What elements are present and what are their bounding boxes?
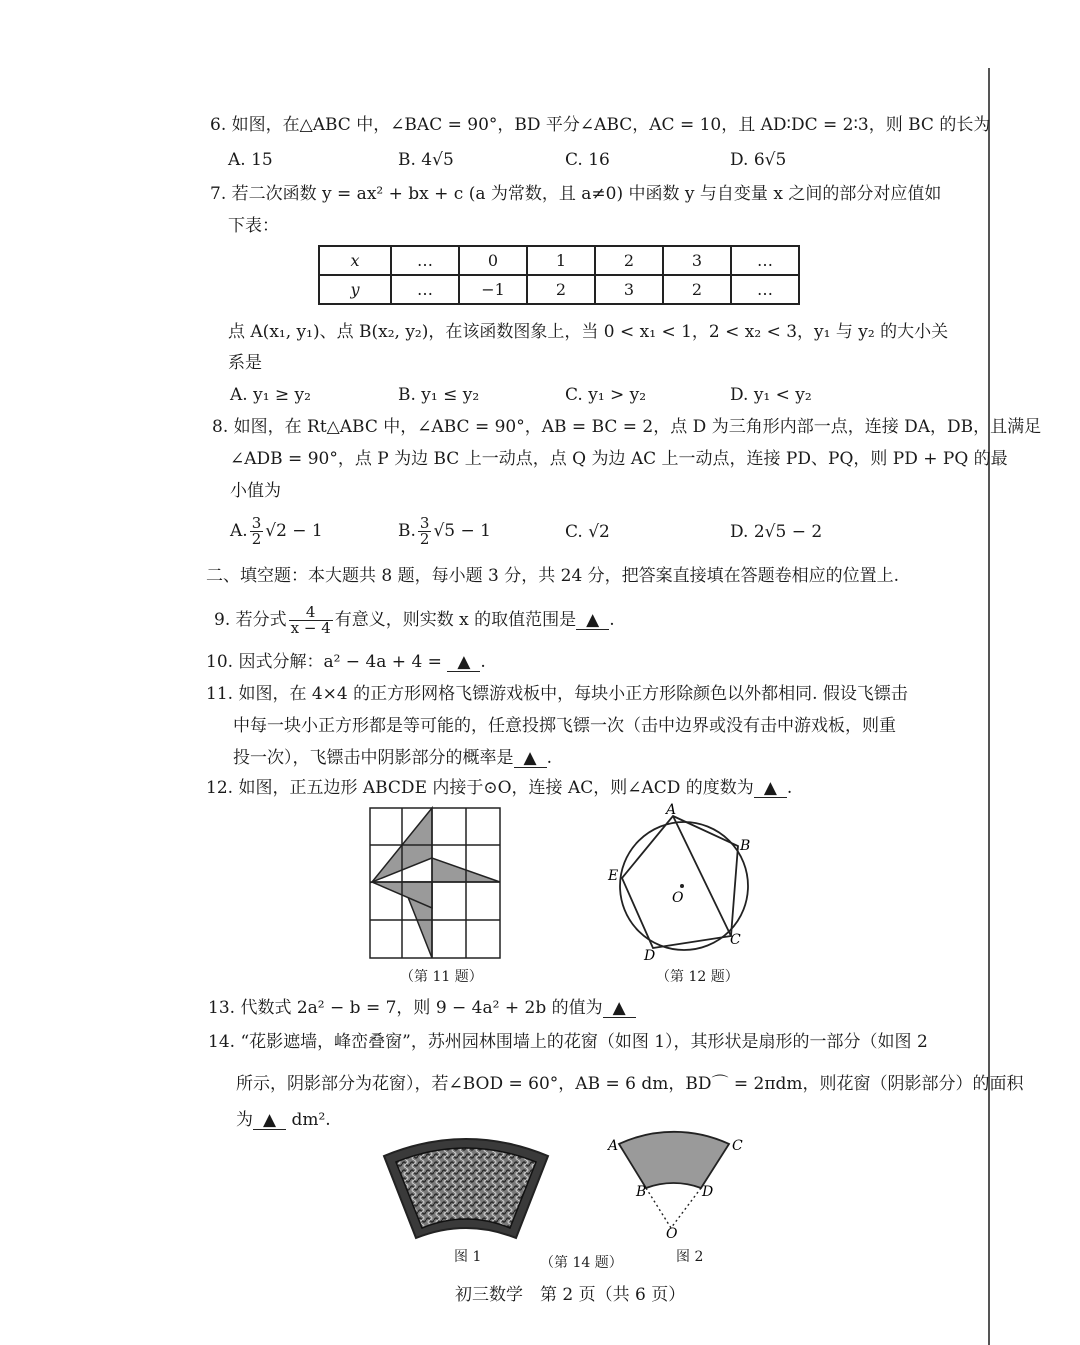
fraction-numerator: 3 [419,514,430,532]
table-cell: 3 [663,246,731,275]
q11-end: . [546,748,552,768]
flower-window-photo [384,1139,548,1238]
dotted-od [671,1188,701,1228]
table-cell: y [319,275,391,304]
q6-option-b: B. 4√5 [398,150,454,170]
q14-line3-prefix: 为 [236,1110,253,1130]
q7-stem-line2: 下表： [228,216,279,236]
binding-margin-line [988,68,990,1345]
q9-prefix: 9. 若分式 [214,610,287,630]
figure-14-caption-2: 图 2 [676,1249,704,1265]
fraction [250,516,264,547]
label-b: B [636,1184,647,1200]
option-label: A. [230,521,248,541]
fraction-numerator: 4 [289,605,333,621]
q8-option-b [398,516,491,547]
q10-text: 10. 因式分解：a² − 4a + 4 = [206,652,442,672]
q8-line2: ∠ADB = 90°，点 P 为边 BC 上一动点，点 Q 为边 AC 上一动点，连接 PD、PQ，则 PD + PQ 的最 [230,449,1008,469]
table-cell: 2 [527,275,595,304]
table-cell: −1 [459,275,527,304]
table-row-x [319,246,799,275]
fraction-denominator: x − 4 [290,619,331,637]
label-o: O [666,1226,678,1242]
q9-fraction [289,605,333,636]
q7-text-line1: 点 A(x₁, y₁)、点 B(x₂, y₂)，在该函数图象上，当 0 < x₁ < 1，2 < x₂ < 3，y₁ 与 y₂ 的大小关 [228,322,949,342]
option-rest: √2 − 1 [265,521,323,541]
dotted-ob [646,1188,671,1228]
fraction-denominator: 2 [251,530,262,548]
figure-14-caption-1: 图 1 [454,1249,482,1265]
q7-option-c: C. y₁ > y₂ [565,385,647,405]
figure-12-caption: （第 12 题） [656,969,739,985]
table-cell: 2 [663,275,731,304]
table-cell: … [731,275,799,304]
answer-blank: ▲ [603,999,636,1018]
table-cell: … [391,246,459,275]
pentagon-abcde [622,816,738,948]
q8-option-c: C. √2 [565,522,610,542]
figure-14-caption: （第 14 题） [540,1255,623,1271]
q11-line3 [233,746,552,770]
q14-line3-suffix: dm². [291,1110,331,1130]
q12 [206,776,792,800]
table-cell: x [319,246,391,275]
fraction-numerator: 3 [251,514,262,532]
q14-line1: 14. “花影遮墙，峰峦叠窗”，苏州园林围墙上的花窗（如图 1），其形状是扇形的一部分（如图 2 [208,1032,928,1052]
table-cell: … [391,275,459,304]
table-cell: 1 [527,246,595,275]
table-row-y [319,275,799,304]
q11-line3-text: 投一次），飞镖击中阴影部分的概率是 [233,748,514,768]
q14-line3 [236,1108,331,1132]
q7-value-table [318,245,800,305]
shaded-window-region [619,1132,729,1188]
q6-option-a: A. 15 [228,150,273,170]
label-d: D [702,1184,714,1200]
q6-option-c: C. 16 [565,150,610,170]
fraction [418,516,432,547]
q8-line1: 8. 如图，在 Rt△ABC 中，∠ABC = 90°，AB = BC = 2，点 D 为三角形内部一点，连接 DA，DB，且满足 [212,417,1042,437]
answer-blank: ▲ [447,653,480,672]
sector-diagram [606,1132,743,1242]
option-rest: √5 − 1 [433,521,491,541]
label-c: C [730,932,741,948]
q13-text: 13. 代数式 2a² − b = 7，则 9 − 4a² + 2b 的值为 [208,998,603,1018]
q7-text-line2: 系是 [228,353,262,373]
q8-line3: 小值为 [230,481,281,501]
figure-12-pentagon-circle [600,798,770,966]
figure-11-dart-board [366,804,506,964]
q9 [214,600,615,640]
table-cell: 2 [595,246,663,275]
page-footer: 初三数学 第 2 页（共 6 页） [455,1285,686,1305]
q7-option-d: D. y₁ < y₂ [730,385,812,405]
q10 [206,650,486,674]
option-label: B. [398,521,416,541]
q13 [208,996,636,1020]
label-e: E [608,868,619,884]
q7-stem-line1: 7. 若二次函数 y = ax² + bx + c (a 为常数，且 a≠0) 中函数 y 与自变量 x 之间的部分对应值如 [210,184,942,204]
q11-line1: 11. 如图，在 4×4 的正方形网格飞镖游戏板中，每块小正方形除颜色以外都相同. 假设飞镖击 [206,684,908,704]
q9-end: . [609,610,615,630]
q8-option-d: D. 2√5 − 2 [730,522,823,542]
answer-blank: ▲ [514,749,547,768]
q12-end: . [786,778,793,798]
q7-option-b: B. y₁ ≤ y₂ [398,385,480,405]
table-cell: 3 [595,275,663,304]
section-2-heading: 二、填空题：本大题共 8 题，每小题 3 分，共 24 分，把答案直接填在答题卷相应的位置上. [206,566,900,586]
answer-blank: ▲ [576,611,609,630]
answer-blank: ▲ [754,779,787,798]
q6-option-d: D. 6√5 [730,150,787,170]
label-c: C [732,1138,743,1154]
table-cell: 0 [459,246,527,275]
center-dot [680,884,684,888]
label-b: B [740,838,751,854]
q10-end: . [480,652,486,672]
q14-line2: 所示，阴影部分为花窗），若∠BOD = 60°，AB = 6 dm，BD⌒ = 2πdm，则花窗（阴影部分）的面积 [236,1074,1024,1094]
label-d: D [644,948,656,964]
label-o: O [672,890,684,906]
fraction-denominator: 2 [419,530,430,548]
table-cell: … [731,246,799,275]
q6-stem: 6. 如图，在△ABC 中，∠BAC = 90°，BD 平分∠ABC，AC = 10，且 AD∶DC = 2∶3，则 BC 的长为 [210,115,991,135]
q7-option-a: A. y₁ ≥ y₂ [230,385,311,405]
q11-line2: 中每一块小正方形都是等可能的，任意投掷飞镖一次（击中边界或没有击中游戏板，则重 [233,716,896,736]
q9-suffix: 有意义，则实数 x 的取值范围是 [334,610,577,630]
q8-option-a [230,516,323,547]
label-a: A [608,1138,619,1154]
answer-blank: ▲ [253,1111,286,1130]
label-a: A [666,802,677,818]
figure-11-caption: （第 11 题） [400,969,483,985]
q12-text: 12. 如图，正五边形 ABCDE 内接于⊙O，连接 AC，则∠ACD 的度数为 [206,778,754,798]
